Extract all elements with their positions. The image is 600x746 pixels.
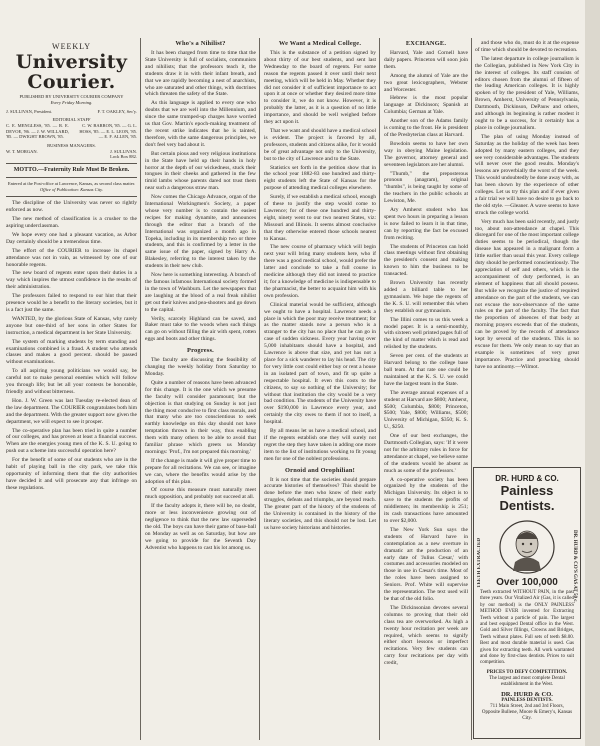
ad-side-right: DR. HURD & CO'S GAS AT 50 c. [572,530,577,603]
column-3 [264,40,376,740]
paragraph: Now comes the Chicago Advance, organ of the International Workingmen's Society, a paper whose very number is to contain the easiest recipes for making dynamite, and announces through the editor that a branch of the International was organized a month ago in Topeka, including in its membership two or three students, and this is confirmed by a letter in the same issue of the paper, signed by Harry A. Blakesley, referring to the interest taken by the students in their new club. [145,194,256,270]
heading-medical: We Want a Medical College. [278,40,362,47]
paragraph: Hon. J. W. Green was last Tuesday re-elected dean of the law department. The COURIER congratulates both him and the department. With the greater support now given the department, we will expect to see it prosper. [6,397,137,425]
office-notice: Office of Publication: Kansas City. [39,187,104,193]
ad-over: Over 100,000 [496,577,558,588]
column-2 [145,40,256,740]
publisher-line: PUBLISHED BY UNIVERSITY COURIER COMPANY [19,93,124,99]
heading-progress: Progress. [187,347,214,355]
editors-right: C. W. BARRON, '85. — G. L. HOSS, '85. — E. L. LEON, '85. — E. F. ALLEN, '85. [79,123,137,140]
ad-brand: DR. HURD & CO. [495,474,559,483]
paragraph: "Thumb," the preposterous pronoun (anagram), original "thumbs", is being taught by some of the teachers in the public schools at Lewiston, Me. [384,170,468,205]
schedule-line: Every Friday Morning. [50,99,93,105]
paragraph: The New York Sun says the students of Harvard have in contemplation as a new overture in dramatic art the production of an early date of 'Julius Cæsar,' with costumes and accessories modeled on those in use in Cæsar's time. Most of the roles have been assigned to Seniors. Prof. White will supervise the representation. The text used will be that of the old folio. [384,526,468,602]
paragraph: The new method of classification is a crusher to the aspiring underclassman. [6,216,137,230]
paragraph: To all aspiring young politicians we would say, be careful not to make personal enemies which will follow you through life; but let all your contests be honorable, friendly and without bitterness. [6,368,137,395]
paragraph: The students of Princeton can hold class meetings without first obtaining the president's consent and making known to him the business to be transacted. [384,243,468,278]
paragraph: The system of marking students by term standing and examinations combined is a fraud. A student who attends classes and makes a good percent. should be passed without examinations. [6,338,137,366]
editors-left: C. E. MENGLESS, '85. — R. E. DEVOE, '86. — J. W. WILLARD, '85. — DWIGHT BROWN, '85. [6,123,69,140]
paragraph: The faculty are discussing the feasibility of changing the weekly holiday from Saturday to Monday. [145,357,256,377]
paragraph: A co-operative society has been organized by the students of the Michigan University. Its object is to save to the students the profits of middlemen; its membership is 251; its cash transactions have amounted to over $2,000. [384,476,468,524]
paragraph: The co-operative plan has been tried in quite a number of our colleges, and has proven at least a financial success. When are the energies young men of the K. S. U. going to push out a scheme into successful operation here? [6,427,137,455]
heading-ornoid: Ornoid and Orophilian! [285,466,355,474]
masthead-title: University Courier. [15,50,128,93]
lock-box: Lock Box 882. [110,154,137,160]
paragraph: The effort of the COURIER to increase its chapel attendance was not in vain, as witnessed by one of our honorable regents. [6,247,137,268]
paragraph: If the faculty adopts it, there will be, no doubt, more or less inconvenience growing out of negligence to think that the new law superseded the old. The boys can have their game of base-ball on Monday as well as on Saturday, but how are we going to provide for the Seventh Day Adventist who happens to cast his lot among us. [145,503,256,551]
bm-right: J. SULLIVAN. [109,148,137,154]
col2-paragraphs [145,50,256,343]
paragraph: This is the substance of a petition signed by about thirty of our best students, and sent last Wednesday to the board of regents. For some reason the regents passed it over until their next meeting, which will be held in May. Whether they did not consider it of sufficient importance to act upon it at once or whether they desired more time to consider it, we do not know. However, it is probably the latter, as it is a question of no little importance, and should be well weighed before they act upon it. [264,50,376,126]
paragraph: The average annual expenses of a student at Harvard are $800; Amherst, $500; Columbia, $800; Princeton, $500; Yale, $800; Williams, $500; University of Michigan, $350; K. S. U., $250. [384,389,468,431]
paragraph: WANTED, by the glorious State of Kansas, why rarely anyone but one-third of her sons in other States for instruction, a medical department in her State University. [6,315,137,336]
paragraph: The new board of regents enter upon their duties in a way which inspires the utmost confidence in the results of their administration. [6,270,137,291]
heading-exchange: EXCHANGE. [405,40,447,47]
ad-tagline: The largest and most complete Dental establishment in the West. [489,675,565,687]
col2b-paragraphs [145,357,256,551]
ad-sub2: 711 Main Street, 2nd and 3rd Floors, [490,703,564,709]
entered-notice: Entered at the Post-office at Lawrence, Kansas, as second class matter. [7,181,136,187]
paragraph: Harvard, Yale and Cornell have daily papers. Princeton will soon join them. [384,50,468,70]
col5-paragraphs [475,40,579,371]
paragraph: Another son of the Adams family is coming to the front. He is president of the Presbyterian class at Harvard. [384,118,468,138]
paragraph: Quite a number of reasons have been advanced for this change. It is the one which we presume the faculty will consider paramount; but the objection is that studying on Sunday is not just the thing most conducive to first class morals, and that many who are too conscientious to seek earthly knowledge on this day should not have temptation thrown in their way, thus enabling them with many others to be able to avoid that familiar phrase which greets us Monday mornings: 'Prof., I'm not prepared this morning.' [145,379,256,455]
paragraph: We hope every one had a pleasant vacation, as Arbor Day certainly should be a tremendous time. [6,231,137,245]
dentist-advertisement [473,467,581,739]
ad-sub1: PAINLESS DENTISTS. [501,697,553,703]
paragraph: and those who do, must do it at the expense of time which should be devoted to recreation. [475,40,579,53]
col3b-paragraphs [264,477,376,532]
paragraph: Clinical material would be sufficient, although we ought to have a hospital. Lawrence needs a place in which the poor may receive treatment; for as the matter stands now a person who is a stranger to the city has no place that he can go in case of sudden sickness. Every year having over 5,000 inhabitants should have a hospital, and Lawrence is above that size, and yet has not a place for a sick wanderer to lay his head. The city for very little cost could either buy or rent a house in an isolated part of town, and fit up quite a respectable hospital. It even this costs to the citizens, to say so nothing of the University; for without that institution the city would be a very bad condition. The students of the University have over $190,000 in Lawrence every year, and certainly the city owes to them if not to itself, a hospital. [264,301,376,426]
paragraph: For the benefit of some of our students who are in the habit of playing ball in the city park, we take this opportunity of informing them that the city authorities have decided it and will prosecute any that infringe on these regulations. [6,457,137,491]
ad-title: Painless Dentists. [499,483,555,513]
bm-left: W. T. MORGAN. [6,148,38,154]
paragraph: Very much has been said recently, and justly too, about non-attendance at chapel. This disregard for one of the most important college duties seems to be periodical, though the disease has appeared in a malignant form a little earlier than usual this year. Every college duty should be performed conscientiously. The appreciation of self and others, which is the accompaniment of duty performed, is an element of happiness that all should possess. But while we recognize the justice of required attendance on the part of the students, we can not excuse the non-observance of the same rules on the part of the faculty. The fact that the proportion of absences of that body at morning prayers exceeds that of the students, can be proved by the records of attendance kept by several of the students. This is no excuse for them. We only mean to say that an example is sometimes of very great importance. Practice and preaching should have no antinomy.—Wilmot. [475,218,579,370]
business-managers-heading: BUSINESS MANAGERS. [47,142,96,148]
ad-address-name: DR. HURD & CO. [501,690,553,698]
masthead-weekly: WEEKLY [52,42,91,51]
paragraph: Surely, if we establish a medical school, enough of these to justify the step would come to Lawrence; for of these one hundred and thirty-eight, ninety went to our two nearest States, viz: Missouri and Illinois. It seems almost conclusive that they otherwise entered those schools nearest to Kansas. [264,194,376,242]
editors [6,123,137,140]
column-5 [475,40,579,462]
paragraph: One of our best exchanges, the Dartmouth Collegian, says: 'If it were not for the arbitrary rules in force for attendance at chapel, we believe some of the students would be absent as much as some of the professors.' [384,433,468,474]
paragraph: The latest departure in college journalism is the Collegian, published in New York City in the interest of colleges. Its staff consists of editors chosen from the alumni of fifteen of the leading American colleges. It is highly spoken of by the president of Yale, Williams, Brown, Amherst, University of Pennsylvania, Dartmouth, Dickinson, DePauw and others, and although its beginning is rather modest it ought to be a success, for it certainly has a place in college journalism. [475,55,579,131]
paragraph: It is not time that the societies should prepare accurate histories of themselves? This should be done before the men who know of their early struggles, defeats and triumphs, are beyond reach. The greater part of the history of the students of the University is contained in the history of the literary societies, and this should not be lost. Let us have society historians and histories. [264,476,376,531]
dentist-portrait-icon [496,517,558,575]
heading-nihilist: Who's a Nihilist? [175,40,226,47]
col3-paragraphs [264,50,376,463]
officers [6,109,137,115]
paragraph: The discipline of the University was never so rightly enforced as now. [6,200,137,214]
secretary: F. T. OAKLEY, Sec'y. [97,108,137,114]
paragraph: As this language is applied to every one who doubts that we are well into the Millennium, and since the same trumped-up charges have worried us that Gov. Martin's epoch-making treatment of the recent strike indicates that he is tainted, therefore, with the same dangerous principles, we don't feel very bad about it. [145,100,256,148]
paragraph: Now here is something interesting. A branch of the famous infamous International society formed in the town of Washburn. Let the newspapers that are laughing at the blood of a real freak nihilist get out their knives and pea-shooters and go down to the capital. [145,272,256,313]
paragraph: It has been charged from time to time that the State University is full of socialists, communists and nihilists; that the professors teach it, the students draw it in with their infant breath, and that we are rapidly becoming a nest of anarchists, who are saturated and other things, with doctrines which threaten the safety of the State. [145,50,256,98]
paragraph: Among the alumni of Yale are the two great lexicographers, Webster and Worcester. [384,72,468,93]
paragraph: Statistics set forth in the petition show that in the school year 1882-83 one hundred and thirty-eight students left the State of Kansas for the purpose of attending medical colleges elsewhere. [264,164,376,192]
column-4 [384,40,468,740]
paragraph: But certain pious and very religious institutions in the State have held up their hands in holy horror at the depth of our wickedness, stuck their tongues in their cheeks and gathered in the few timid lambs whose parents dared not trust them near such a dangerous straw man. [145,150,256,192]
paragraph: The professors failed to respond to our hint that their presence would be a benefit to the literary societies, but it is a fact just the same. [6,293,137,313]
ad-body: Teeth extracted WITHOUT PAIN, in the past three years. Our Vitalized Air (Gas, it is called by our method) is the ONLY PAINLESS METHOD EVER invented for Extracting Teeth without a particle of pain. The largest and best equipped Dental office in the West. Gold and Silver fillings, Crowns and Bridges, Teeth without plates. Full sets of teeth $8.00. Best and most durable material is used. Gas given for extracting teeth. All work warranted and done by first-class dentists. Prices to suit competition. [480,590,574,666]
column-1 [6,40,137,740]
paragraph: Ary Amherst student who has spent two hours in preparing a lesson is now failed to learn it in that time, can by reporting the fact be excused from reciting. [384,207,468,241]
paragraph: Bowdoin seems to have her own way in obeying Maine legislation. The governor, attorney general and seventeen legislators are her alumni. [384,140,468,168]
ad-prices: PRICES TO DEFY COMPETITION. [486,669,568,675]
paragraph: Hebrew is the most popular language at Dickinson; Spanish at Columbia; German at Yale. [384,95,468,116]
col4-paragraphs [384,50,468,667]
col1-paragraphs [6,200,137,491]
page-edge [585,0,600,746]
paragraph: Of course this measure must naturally meet much opposition, and probably not succeed at all. [145,487,256,501]
paragraph: By all means let us have a medical school, and if the regents establish one they will surely not regret the step they have taken in adding one more item to the list of institutions working to fit young men for one of the noblest professions. [264,428,376,462]
column-rule [471,38,472,740]
paragraph: Verily, scarcely Highland can be saved, and Baker must take to the woods when such things can go on without filling the air with spent, rotten eggs and boots and other things. [145,315,256,343]
paragraph: The plan of using Monday instead of Saturday as the holiday of the week has been adopted by many eastern colleges, and they see very considerable advantages. The students will never over the good results. Monday's lessons are proverbially the worst of the week. This would undoubtedly be done away with, as has been shown by the experience of other colleges. Let us try this plan and if ever given a fair trial we will have no desire to go back to the old style. —Gleaner. A wave seems to have struck the college world. [475,133,579,216]
column-rule [379,38,380,740]
motto: MOTTO.—Fraternity Rule Must Be Broken. [13,167,130,174]
editorial-staff-heading: EDITORIAL STAFF [52,117,91,123]
paragraph: The new course of pharmacy which will begin next year will bring many students here, who if there was a good medical school, would prefer the latter and conclude to take a full course in medicine although they did not intend to practice it; for a knowledge of medicine is indispensable to the pharmacist, the better to acquaint him with his own profession. [264,244,376,299]
ad-side-left: TEETH EXTRACTED [477,538,482,588]
paragraph: Seven per cent. of the students at Harvard belong to the college base ball team. At that rate one could be maintained at the K. S. U. we could have the largest team in the State. [384,353,468,387]
paragraph: That we want and should have a medical school is evident. The project is favored by all, professors, students and citizens alike, for it would be of great advantage not only to the University, but to the city of Lawrence and to the State. [264,127,376,162]
paragraph: If the change is made it will give proper time to prepare for all recitations. We can see, or imagine we can, where the benefits would arise by the adoption of this plan. [145,457,256,485]
ad-sub3: Opposite Bullene, Moore & Emery's, Kansas City. [481,709,573,721]
president: J. SULLIVAN, President. [6,108,53,114]
column-rule [140,38,141,740]
paragraph: The Dickinsonian devotes several columns to proving that their old class tea are overworked. As high a twenty hour recitation per week are required, which seems to signify either short lessons or imperfect recitations. Very few students can carry four recitations per day with credit, [384,604,468,667]
paragraph: The Illini comes to us this week a model paper. It is a semi-monthly, with sixteen well printed pages full of the kind of matter which is read and relished by the students. [384,316,468,351]
column-rule [259,38,260,740]
paragraph: Brown University has recently added a billiard table to her gymnasium. We hope the regents of the K. S. U. will remember this when they establish our gymnasium. [384,280,468,314]
